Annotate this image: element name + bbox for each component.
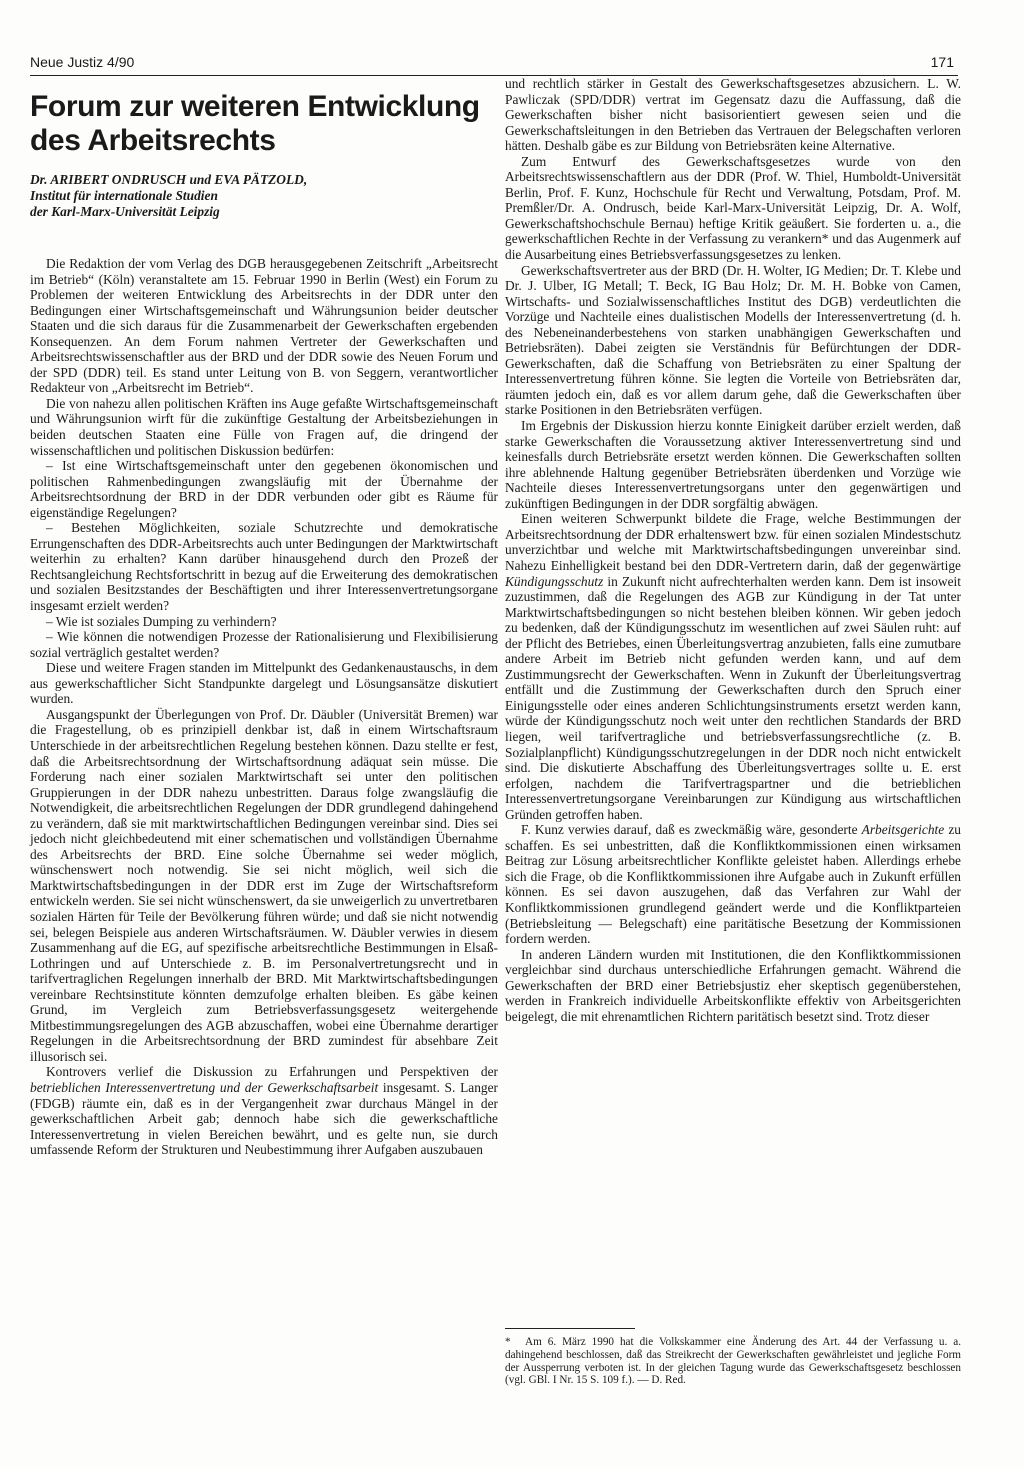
article-title bbox=[30, 90, 498, 158]
question-item: – Wie ist soziales Dumping zu verhindern? bbox=[46, 613, 277, 629]
text-run: zu schaffen. Es sei unbestritten, daß die Konfliktkommissionen einen wirksamen Beitrag zur Lösung arbeitsrechtlicher Konflikte geleistet haben. Allerdings erhebe sich die Frage, ob die Konfliktkommissionen ihre Aufgabe auch in Zukunft erfüllen können. Es sei davon auszugehen, daß das Verfahren zur Wahl der Konfliktkommissionen grundlegend geändert werde und die Konfliktparteien (Betriebsleitung — Belegschaft) eine paritätische Besetzung der Kommissionen fordern werden. bbox=[505, 822, 961, 947]
question-item: – Ist eine Wirtschaftsgemeinschaft unter den gegebenen ökonomischen und politischen Rahmenbedingungen zwangsläufig mit der Übernahme der Arbeitsrechtsordnung der BRD in der DDR verbunden oder gibt es Räume für eigenständige Regelungen? bbox=[30, 458, 498, 520]
footnote-rule bbox=[505, 1328, 635, 1329]
paragraph-result: Im Ergebnis der Diskussion hierzu konnte Einigkeit darüber erzielt werden, daß starke Gewerkschaften die Voraussetzung aktiver Interessenvertretung sind und keinesfalls durch Betriebsräte ersetzt werden können. Die Gewerkschaften sollten ihre ablehnende Haltung gegenüber Betriebsräten überdenken und Vorzüge wie Nachteile dieses Interessenvertretungsorgans unter den gegenwärtigen und zukünftigen Bedingungen in der DDR sorgfältig abwägen. bbox=[505, 418, 961, 511]
emphasis-text: Kündigungsschutz bbox=[505, 573, 604, 589]
emphasis-text: betrieblichen Interessenvertretung und der Gewerkschaftsarbeit bbox=[30, 1079, 379, 1095]
paragraph-discussion: Diese und weitere Fragen standen im Mittelpunkt des Gedankenaustauschs, in dem aus gewerkschaftlicher Sicht Standpunkte dargelegt und Lösungsansätze diskutiert wurden. bbox=[30, 660, 498, 707]
left-column bbox=[30, 78, 498, 1158]
paragraph-labour-courts bbox=[505, 822, 961, 946]
author-university: der Karl-Marx-Universität Leipzig bbox=[30, 204, 220, 219]
text-run: in Zukunft nicht aufrechterhalten werden kann. Dem ist insoweit zuzustimmen, daß die Regelungen des AGB zur Kündigung in der Tat unter Marktwirtschaftsbedingungen so nicht bestehen bleiben können. Wir geben jedoch zu bedenken, daß der Kündigungsschutz im wesentlichen auf zwei Säulen ruht: auf der Pflicht des Betriebes, einen Überleitungsvertrag anzubieten, falls eine zumutbare andere Arbeit im Betrieb nicht gefunden werden kann, und auf dem Zustimmungsrecht der Gewerkschaften. Wenn in Zukunft der Überleitungsvertrag entfällt und die Zustimmung der Gewerkschaften durch den Spruch einer Einigungsstelle oder eines anderen Schlichtungsinstruments ersetzt werden kann, würde der Kündigungsschutz noch weit unter den rechtlichen Standards der BRD liegen, weil tarifvertragliche und betriebsverfassungsrechtliche (z. B. Sozialplanpflicht) Kündigungsschutzregelungen in der DDR noch nicht entwickelt sind. Die diskutierte Abschaffung des Überleitungsvertrages sollte u. E. erst erfolgen, nachdem die Tarifvertragspartner und die betrieblichen Interessenvertretungsorgane Vereinbarungen zur Kündigung aus wirtschaftlichen Gründen getroffen haben. bbox=[505, 573, 961, 822]
emphasis-text: Arbeitsgerichte bbox=[861, 822, 945, 838]
text-run: Kontrovers verlief die Diskussion zu Erfahrungen und Perspektiven der bbox=[46, 1064, 498, 1080]
title-line-2: des Arbeitsrechts bbox=[30, 124, 276, 157]
page-header bbox=[30, 54, 954, 70]
paragraph-continued: und rechtlich stärker in Gestalt des Gewerkschaftsgesetzes abzusichern. L. W. Pawliczak (SPD/DDR) vertrat im Gegensatz dazu die Auffassung, daß die Gewerkschaften bisher nicht basisorientiert gewesen seien und die Gewerkschaftsleitungen in den Betrieben das Vertrauen der Belegschaften verloren hätten. Deshalb gäbe es zur Bildung von Betriebsräten keine Alternative. bbox=[505, 76, 961, 154]
paragraph-other-countries: In anderen Ländern wurden mit Institutionen, die den Konfliktkommissionen vergleichbar sind durchaus unterschiedliche Erfahrungen gemacht. Während die Gewerkschaften der BRD einer Betriebsjustiz eher skeptisch gegenüberstehen, werden in Frankreich individuelle Arbeitskonflikte effektiv von Arbeitsgerichten beigelegt, die mit ehrenamtlichen Richtern paritätisch besetzt sind. Trotz dieser bbox=[505, 946, 961, 1024]
text-run: Einen weiteren Schwerpunkt bildete die Frage, welche Bestimmungen der Arbeitsrechtsordnung der DDR erhaltenswert bzw. für einen sozialen Mindestschutz unverzichtbar und welche mit Marktwirtschaftsbedingungen unvereinbar sind. Nahezu Einhelligkeit bestand bei den DDR-Vertretern darin, daß der gegenwärtige bbox=[505, 511, 961, 573]
author-names: Dr. ARIBERT ONDRUSCH und EVA PÄTZOLD, bbox=[30, 172, 308, 187]
paragraph-brd-representatives: Gewerkschaftsvertreter aus der BRD (Dr. H. Wolter, IG Medien; Dr. T. Klebe und Dr. J. Ulber, IG Metall; T. Beck, IG Bau Holz; Dr. M. H. Bobke von Camen, Wirtschafts- und Sozialwissenschaftliches Institut des DGB) verdeutlichten die Vorzüge und Nachteile eines dualistischen Modells der Interessenvertretung (d. h. des Nebeneinanderbestehens von starken unabhängigen Gewerkschaften und Betriebsräten). Dabei zeigten sie Verständnis für Befürchtungen der DDR-Gewerkschaften, daß die Schaffung von Betriebsräten zu einer Spaltung der Interessenvertretung führen könne. Sie legten die Vorteile von Betriebsräten dar, räumten jedoch ein, daß es vor allem darum gehe, daß die Gewerkschaften über starke Positionen in den Betriebsräten verfügen. bbox=[505, 262, 961, 418]
footnote-marker: * bbox=[505, 1336, 511, 1348]
paragraph-intro: Die Redaktion der vom Verlag des DGB herausgegebenen Zeitschrift „Arbeitsrecht im Betrieb“ (Köln) veranstaltete am 15. Februar 1990 in Berlin (West) ein Forum zu Problemen der weiteren Entwicklung des Arbeitsrechts in der DDR unter den Bedingungen einer Wirtschaftsgemeinschaft und Währungsunion beider deutscher Staaten und die sich daraus für die Zusammenarbeit der Gewerkschaften ergebenden Konsequenzen. An dem Forum nahmen Vertreter der Gewerkschaften und Arbeitsrechtswissenschaftler aus der BRD und der DDR sowie des Neuen Forum und der SPD (DDR) teil. Es stand unter Leitung von B. von Seggern, verantwortlicher Redakteur von „Arbeitsrecht im Betrieb“. bbox=[30, 256, 498, 396]
question-item: – Wie können die notwendigen Prozesse der Rationalisierung und Flexibilisierung sozial verträglich gestaltet werden? bbox=[30, 629, 498, 660]
question-item: – Bestehen Möglichkeiten, soziale Schutzrechte und demokratische Errungenschaften des DDR-Arbeitsrechts auch unter Bedingungen der Marktwirtschaft weiterhin zu erhalten? Kann darüber hinausgehend durch den Prozeß der Rechtsangleichung Rechtsfortschritt in bezug auf die Erweiterung des demokratischen und sozialen Besitzstandes der Beschäftigten und ihrer Interessenvertretungsorgane insgesamt erzielt werden? bbox=[30, 520, 498, 614]
footnote-text: Am 6. März 1990 hat die Volkskammer eine Änderung des Art. 44 der Verfassung u. a. dahingehend beschlossen, daß das Streikrecht der Gewerkschaften gewährleistet und jegliche Form der Aussperrung verboten ist. In der gleichen Tagung wurde das Gewerkschaftsgesetz beschlossen (vgl. GBl. I Nr. 15 S. 109 f.). — D. Red. bbox=[505, 1336, 961, 1387]
text-run: F. Kunz verwies darauf, daß es zweckmäßig wäre, gesonderte bbox=[521, 822, 862, 838]
title-line-1: Forum zur weiteren Entwicklung bbox=[30, 90, 480, 123]
right-column bbox=[505, 76, 961, 1024]
journal-issue: Neue Justiz 4/90 bbox=[30, 54, 135, 70]
paragraph-questions-intro: Die von nahezu allen politischen Kräften ins Auge gefaßte Wirtschaftsgemeinschaft und Währungsunion wirft für die zukünftige Gestaltung der Arbeitsbeziehungen in beiden deutschen Staaten eine Fülle von Fragen auf, die dringend der wissenschaftlichen und politischen Diskussion bedürfen: bbox=[30, 395, 498, 458]
page-number: 171 bbox=[930, 54, 954, 70]
author-institute: Institut für internationale Studien bbox=[30, 188, 218, 203]
footnote bbox=[505, 1336, 961, 1387]
spacer bbox=[30, 220, 498, 256]
paragraph-dismissal-protection bbox=[505, 511, 961, 822]
paragraph-draft-law: Zum Entwurf des Gewerkschaftsgesetzes wurde von den Arbeitsrechtswissenschaftlern aus der DDR (Prof. W. Thiel, Humboldt-Universität Berlin, Prof. F. Kunz, Hochschule für Recht und Verwaltung, Potsdam, Prof. M. Premßler/Dr. A. Ondrusch, beide Karl-Marx-Universität Leipzig, Dr. A. Wolf, Gewerkschaftshochschule Bernau) heftige Kritik geäußert. Sie forderten u. a., die gewerkschaftlichen Rechte in der Verfassung zu verankern* und das Augenmerk auf die Ausarbeitung eines Betriebsverfassungsgesetzes zu lenken. bbox=[505, 153, 961, 263]
text-run: insgesamt. S. Langer (FDGB) räumte ein, daß es in der Vergangenheit zwar durchaus Mängel in der gewerkschaftlichen Arbeit gab; dennoch habe sich die gewerkschaftliche Interessenvertretung in vielen Bereichen bewährt, und es gelte nun, sie durch umfassende Reform der Strukturen und Neubestimmung ihrer Aufgaben auszubauen bbox=[30, 1079, 498, 1158]
paragraph-controversial bbox=[30, 1064, 498, 1157]
paragraph-daeubler: Ausgangspunkt der Überlegungen von Prof. Dr. Däubler (Universität Bremen) war die Fragestellung, ob es prinzipiell denkbar ist, daß in einem Wirtschaftsraum Unterschiede in der arbeitsrechtlichen Regelung bestehen können. Dazu stellte er fest, daß die Arbeitsrechtsordnung der Wirtschaftsordnung adäquat sein müsse. Die Forderung nach einer sozialen Marktwirtschaft sei unter den politischen Gruppierungen in der DDR nahezu unbestritten. Daraus folge zwangsläufig die Notwendigkeit, die arbeitsrechtlichen Regelungen der DDR grundlegend dahingehend zu verändern, daß sie mit marktwirtschaftlichen Bedingungen vereinbar sind. Dies sei jedoch nicht gleichbedeutend mit einer schematischen und vollständigen Übernahme des Arbeitsrechts der BRD. Eine solche Übernahme sei weder möglich, wünschenswert noch notwendig. Sie sei nicht möglich, weil sich die Marktwirtschaftsbedingungen in der DDR erst im Zuge der Wirtschaftsreform entwickeln werden. Sie sei nicht wünschenswert, da sie unweigerlich zu unvertretbaren sozialen Härten für Teile der Bevölkerung führen würde; und daß sie nicht notwendig sei, belegen Beispiele aus anderen Wirtschaftsräumen. W. Däubler verwies in diesem Zusammenhang auf die EG, auf spezifische arbeitsrechtliche Bestimmungen in Elsaß-Lothringen und auf Unterschiede z. B. im Personalvertretungsrecht und in tarifvertraglichen Regelungen innerhalb der BRD. Mit Marktwirtschaftsbedingungen vereinbare Rechtsinstitute könnten demzufolge erhalten bleiben. Es gäbe keinen Grund, im Vergleich zum Betriebsverfassungsgesetz weitergehende Mitbestimmungsregelungen des AGB abzuschaffen, wobei eine Übernahme derartiger Regelungen in die Arbeitsrechtsordnung der BRD zumindest für absehbare Zeit illusorisch sei. bbox=[30, 706, 498, 1064]
author-block bbox=[30, 172, 498, 220]
